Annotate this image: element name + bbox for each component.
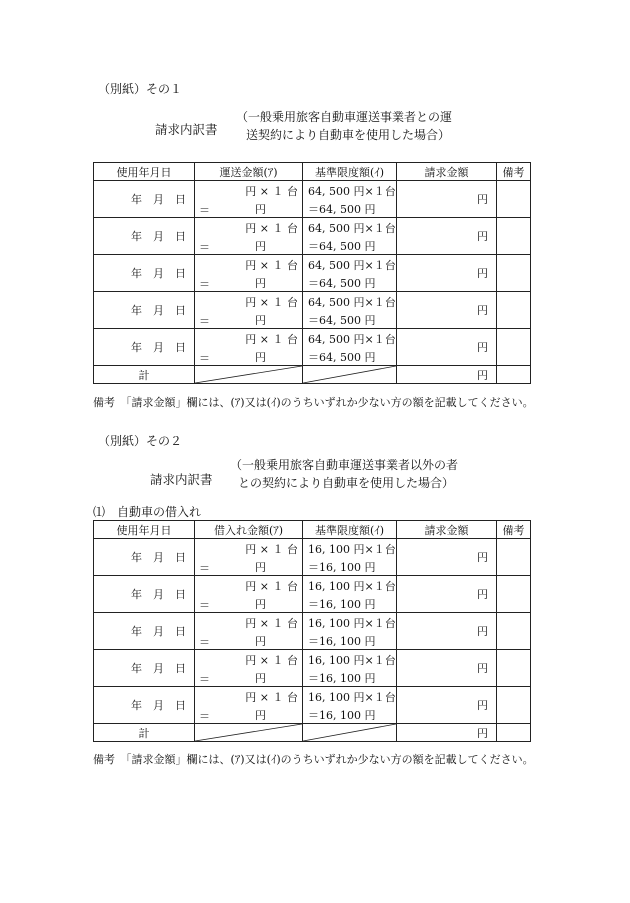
limit-formula: 64, 500 円×１台 [308, 296, 396, 309]
limit-formula: 64, 500 円×１台 [308, 259, 396, 272]
limit-result: ＝16, 100 円 [308, 598, 376, 611]
limit-formula: 16, 100 円×１台 [308, 580, 396, 593]
date-cell[interactable]: 年 月 日 [94, 539, 195, 576]
claim-cell[interactable]: 円 [397, 539, 497, 576]
section1-header-row [94, 163, 531, 181]
amount-formula: 円 × １ 台 [245, 222, 298, 235]
amount-result: 円 [255, 672, 266, 685]
header-claim: 請求金額 [397, 163, 497, 181]
equals-sign: ＝ [199, 315, 210, 328]
total-claim-cell[interactable]: 円 [397, 366, 497, 384]
limit-cell [303, 613, 397, 650]
claim-cell[interactable]: 円 [397, 650, 497, 687]
amount-formula: 円 × １ 台 [245, 691, 298, 704]
date-cell[interactable]: 年 月 日 [94, 687, 195, 724]
amount-result: 円 [255, 240, 266, 253]
limit-formula: 16, 100 円×１台 [308, 654, 396, 667]
header-remarks: 備考 [497, 521, 531, 539]
date-cell[interactable]: 年 月 日 [94, 613, 195, 650]
total-label: 計 [94, 366, 195, 384]
equals-sign: ＝ [199, 204, 210, 217]
amount-formula: 円 × １ 台 [245, 259, 298, 272]
table-row [94, 329, 531, 366]
amount-cell[interactable] [195, 181, 303, 218]
remarks-cell[interactable] [497, 218, 531, 255]
remarks-cell[interactable] [497, 650, 531, 687]
claim-cell[interactable]: 円 [397, 292, 497, 329]
diagonal-cell [195, 366, 303, 384]
amount-cell[interactable] [195, 218, 303, 255]
remarks-cell[interactable] [497, 576, 531, 613]
limit-cell [303, 539, 397, 576]
limit-cell [303, 181, 397, 218]
table-row [94, 181, 531, 218]
amount-cell[interactable] [195, 576, 303, 613]
header-limit: 基準限度額(ｲ) [303, 521, 397, 539]
header-limit: 基準限度額(ｲ) [303, 163, 397, 181]
limit-formula: 64, 500 円×１台 [308, 333, 396, 346]
date-cell[interactable]: 年 月 日 [94, 255, 195, 292]
total-claim-cell[interactable]: 円 [397, 724, 497, 742]
table-row [94, 576, 531, 613]
total-remarks-cell[interactable] [497, 366, 531, 384]
section2-title: 請求内訳書 [150, 472, 213, 487]
section2-paren-line2: との契約により自動車を使用した場合） [238, 476, 455, 490]
remarks-cell[interactable] [497, 687, 531, 724]
claim-cell[interactable]: 円 [397, 576, 497, 613]
limit-formula: 64, 500 円×１台 [308, 222, 396, 235]
date-cell[interactable]: 年 月 日 [94, 329, 195, 366]
limit-result: ＝64, 500 円 [308, 240, 376, 253]
section2-table [93, 520, 531, 742]
total-row [94, 724, 531, 742]
limit-result: ＝64, 500 円 [308, 314, 376, 327]
amount-result: 円 [255, 314, 266, 327]
header-date: 使用年月日 [94, 163, 195, 181]
date-cell[interactable]: 年 月 日 [94, 650, 195, 687]
claim-cell[interactable]: 円 [397, 687, 497, 724]
total-row [94, 366, 531, 384]
header-amount: 運送金額(ｱ) [195, 163, 303, 181]
amount-cell[interactable] [195, 687, 303, 724]
equals-sign: ＝ [199, 673, 210, 686]
amount-formula: 円 × １ 台 [245, 333, 298, 346]
remarks-cell[interactable] [497, 292, 531, 329]
amount-formula: 円 × １ 台 [245, 617, 298, 630]
limit-cell [303, 292, 397, 329]
remarks-cell[interactable] [497, 613, 531, 650]
limit-result: ＝16, 100 円 [308, 635, 376, 648]
diagonal-cell [303, 366, 397, 384]
equals-sign: ＝ [199, 562, 210, 575]
table-row [94, 613, 531, 650]
amount-result: 円 [255, 277, 266, 290]
section2-subhead: ⑴ 自動車の借入れ [93, 505, 202, 519]
table-row [94, 687, 531, 724]
date-cell[interactable]: 年 月 日 [94, 181, 195, 218]
section2-paren-line1: （一般乗用旅客自動車運送事業者以外の者 [230, 458, 459, 472]
section1-note: 備考 「請求金額」欄には、(ｱ)又は(ｲ)のうちいずれか少ない方の額を記載してください。 [93, 396, 534, 409]
header-claim: 請求金額 [397, 521, 497, 539]
equals-sign: ＝ [199, 278, 210, 291]
section1-label: （別紙）その１ [98, 82, 183, 96]
limit-result: ＝64, 500 円 [308, 277, 376, 290]
amount-cell[interactable] [195, 255, 303, 292]
section1-paren-line2: 送契約により自動車を使用した場合） [246, 128, 451, 142]
date-cell[interactable]: 年 月 日 [94, 218, 195, 255]
remarks-cell[interactable] [497, 329, 531, 366]
section2-label: （別紙）その２ [98, 434, 183, 448]
amount-cell[interactable] [195, 613, 303, 650]
limit-result: ＝16, 100 円 [308, 672, 376, 685]
table-row [94, 650, 531, 687]
limit-formula: 16, 100 円×１台 [308, 691, 396, 704]
equals-sign: ＝ [199, 352, 210, 365]
section2-note: 備考 「請求金額」欄には、(ｱ)又は(ｲ)のうちいずれか少ない方の額を記載してください。 [93, 753, 534, 766]
amount-result: 円 [255, 351, 266, 364]
remarks-cell[interactable] [497, 539, 531, 576]
date-cell[interactable]: 年 月 日 [94, 292, 195, 329]
limit-cell [303, 687, 397, 724]
equals-sign: ＝ [199, 710, 210, 723]
header-remarks: 備考 [497, 163, 531, 181]
amount-result: 円 [255, 635, 266, 648]
limit-cell [303, 329, 397, 366]
total-remarks-cell[interactable] [497, 724, 531, 742]
limit-formula: 64, 500 円×１台 [308, 185, 396, 198]
amount-result: 円 [255, 709, 266, 722]
claim-cell[interactable]: 円 [397, 329, 497, 366]
limit-cell [303, 650, 397, 687]
remarks-cell[interactable] [497, 181, 531, 218]
amount-result: 円 [255, 203, 266, 216]
amount-cell[interactable] [195, 329, 303, 366]
equals-sign: ＝ [199, 599, 210, 612]
section1-paren-line1: （一般乗用旅客自動車運送事業者との運 [236, 110, 453, 124]
section2-header-row [94, 521, 531, 539]
limit-result: ＝16, 100 円 [308, 709, 376, 722]
remarks-cell[interactable] [497, 255, 531, 292]
amount-formula: 円 × １ 台 [245, 543, 298, 556]
amount-formula: 円 × １ 台 [245, 654, 298, 667]
table-row [94, 539, 531, 576]
amount-cell[interactable] [195, 292, 303, 329]
limit-formula: 16, 100 円×１台 [308, 617, 396, 630]
amount-cell[interactable] [195, 650, 303, 687]
limit-result: ＝64, 500 円 [308, 351, 376, 364]
section1-title: 請求内訳書 [155, 122, 218, 137]
claim-cell[interactable]: 円 [397, 613, 497, 650]
amount-cell[interactable] [195, 539, 303, 576]
table-row [94, 255, 531, 292]
section1-table [93, 162, 531, 384]
limit-result: ＝64, 500 円 [308, 203, 376, 216]
claim-cell[interactable]: 円 [397, 218, 497, 255]
amount-formula: 円 × １ 台 [245, 580, 298, 593]
amount-formula: 円 × １ 台 [245, 185, 298, 198]
date-cell[interactable]: 年 月 日 [94, 576, 195, 613]
amount-result: 円 [255, 561, 266, 574]
diagonal-cell [303, 724, 397, 742]
diagonal-cell [195, 724, 303, 742]
header-date: 使用年月日 [94, 521, 195, 539]
amount-result: 円 [255, 598, 266, 611]
limit-cell [303, 576, 397, 613]
limit-cell [303, 218, 397, 255]
limit-cell [303, 255, 397, 292]
total-label: 計 [94, 724, 195, 742]
limit-result: ＝16, 100 円 [308, 561, 376, 574]
claim-cell[interactable]: 円 [397, 255, 497, 292]
equals-sign: ＝ [199, 241, 210, 254]
table-row [94, 218, 531, 255]
table-row [94, 292, 531, 329]
claim-cell[interactable]: 円 [397, 181, 497, 218]
equals-sign: ＝ [199, 636, 210, 649]
limit-formula: 16, 100 円×１台 [308, 543, 396, 556]
header-amount: 借入れ金額(ｱ) [195, 521, 303, 539]
amount-formula: 円 × １ 台 [245, 296, 298, 309]
